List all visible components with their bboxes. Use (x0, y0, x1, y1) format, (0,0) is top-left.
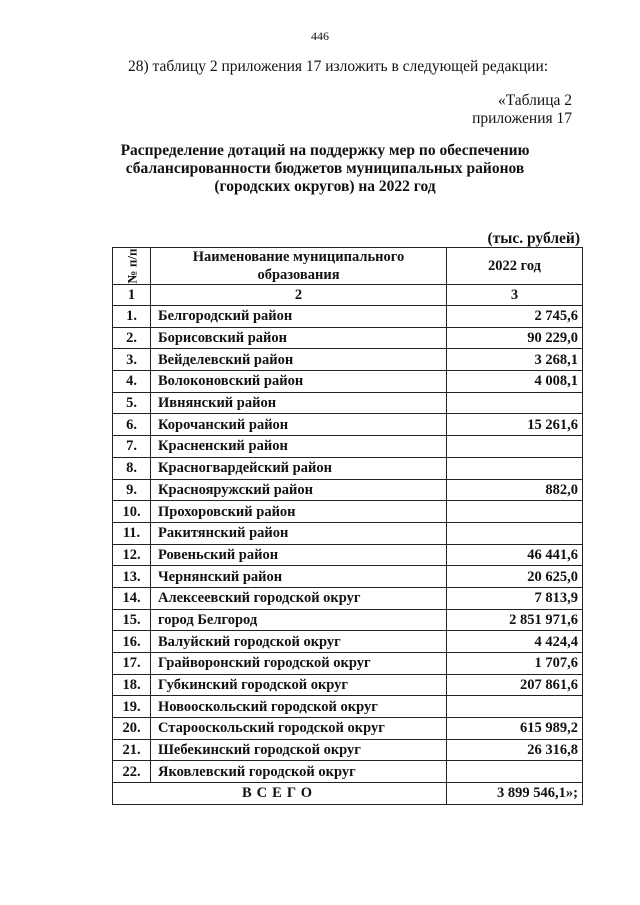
row-name: Прохоровский район (151, 501, 447, 523)
table-row (113, 718, 583, 740)
total-label: ВСЕГО (113, 783, 447, 805)
row-value: 207 861,6 (447, 674, 583, 696)
row-name: Красногвардейский район (151, 457, 447, 479)
row-number: 14. (113, 587, 151, 609)
row-name: Вейделевский район (151, 349, 447, 371)
table-row (113, 609, 583, 631)
row-value: 26 316,8 (447, 739, 583, 761)
row-name: Ровеньский район (151, 544, 447, 566)
row-name: Губкинский городской округ (151, 674, 447, 696)
row-name: Корочанский район (151, 414, 447, 436)
row-value: 20 625,0 (447, 566, 583, 588)
table-row (113, 566, 583, 588)
row-value (447, 457, 583, 479)
row-value (447, 696, 583, 718)
row-name: Красненский район (151, 436, 447, 458)
row-name: Алексеевский городской округ (151, 587, 447, 609)
total-row (113, 783, 583, 805)
row-number: 7. (113, 436, 151, 458)
table-body (113, 306, 583, 783)
row-number: 6. (113, 414, 151, 436)
row-name: Грайворонский городской округ (151, 653, 447, 675)
row-value: 4 424,4 (447, 631, 583, 653)
row-number: 15. (113, 609, 151, 631)
row-name: Новооскольский городской округ (151, 696, 447, 718)
table-row (113, 587, 583, 609)
row-value: 615 989,2 (447, 718, 583, 740)
table-row (113, 674, 583, 696)
table-row (113, 306, 583, 328)
table-row (113, 479, 583, 501)
table-row (113, 371, 583, 393)
header-number (113, 248, 151, 285)
appendix-line-2: приложения 17 (472, 110, 572, 127)
row-number: 11. (113, 522, 151, 544)
column-number-3: 3 (447, 285, 583, 306)
row-name: Ракитянский район (151, 522, 447, 544)
table-row (113, 501, 583, 523)
row-number: 20. (113, 718, 151, 740)
row-name: Валуйский городской округ (151, 631, 447, 653)
document-title (95, 142, 555, 196)
row-number: 10. (113, 501, 151, 523)
row-name: Краснояружский район (151, 479, 447, 501)
row-name: Борисовский район (151, 327, 447, 349)
row-number: 12. (113, 544, 151, 566)
row-value: 46 441,6 (447, 544, 583, 566)
row-number: 17. (113, 653, 151, 675)
row-value: 2 851 971,6 (447, 609, 583, 631)
header-name: Наименование муниципального образования (151, 248, 447, 285)
row-name: Чернянский район (151, 566, 447, 588)
row-number: 21. (113, 739, 151, 761)
row-number: 22. (113, 761, 151, 783)
table-row (113, 653, 583, 675)
table-row (113, 436, 583, 458)
row-value: 2 745,6 (447, 306, 583, 328)
header-year: 2022 год (447, 248, 583, 285)
row-number: 1. (113, 306, 151, 328)
title-line-2: сбалансированности бюджетов муниципальных районов (125, 160, 525, 177)
table-row (113, 457, 583, 479)
appendix-reference (472, 92, 572, 128)
table-row (113, 696, 583, 718)
row-value (447, 501, 583, 523)
title-line-1: Распределение дотаций на поддержку мер по обеспечению (120, 142, 530, 159)
row-value (447, 522, 583, 544)
row-value: 882,0 (447, 479, 583, 501)
row-name: Белгородский район (151, 306, 447, 328)
row-value (447, 392, 583, 414)
column-number-1: 1 (113, 285, 151, 306)
row-number: 13. (113, 566, 151, 588)
table-row (113, 414, 583, 436)
row-name: Ивнянский район (151, 392, 447, 414)
column-numbers-row (113, 285, 583, 306)
row-number: 5. (113, 392, 151, 414)
row-name: Волоконовский район (151, 371, 447, 393)
row-value: 15 261,6 (447, 414, 583, 436)
row-number: 9. (113, 479, 151, 501)
row-name: Старооскольский городской округ (151, 718, 447, 740)
row-number: 8. (113, 457, 151, 479)
appendix-line-1: «Таблица 2 (497, 92, 572, 109)
row-value: 7 813,9 (447, 587, 583, 609)
row-value (447, 761, 583, 783)
row-number: 19. (113, 696, 151, 718)
table-row (113, 349, 583, 371)
row-name: Шебекинский городской округ (151, 739, 447, 761)
table-row (113, 761, 583, 783)
row-value: 90 229,0 (447, 327, 583, 349)
intro-text: 28) таблицу 2 приложения 17 изложить в следующей редакции: (128, 58, 549, 75)
table-row (113, 522, 583, 544)
header-number-label: № п/п (124, 248, 139, 284)
row-number: 2. (113, 327, 151, 349)
row-value: 3 268,1 (447, 349, 583, 371)
table-row (113, 544, 583, 566)
row-value: 1 707,6 (447, 653, 583, 675)
table-row (113, 739, 583, 761)
column-number-2: 2 (151, 285, 447, 306)
header-row (113, 248, 583, 285)
title-line-3: (городских округов) на 2022 год (214, 178, 436, 195)
row-number: 4. (113, 371, 151, 393)
table-row (113, 392, 583, 414)
row-value: 4 008,1 (447, 371, 583, 393)
total-value: 3 899 546,1»; (447, 783, 583, 805)
table-row (113, 631, 583, 653)
table-row (113, 327, 583, 349)
row-value (447, 436, 583, 458)
page-number: 446 (311, 29, 329, 43)
row-number: 3. (113, 349, 151, 371)
row-number: 16. (113, 631, 151, 653)
subsidies-table (112, 247, 583, 805)
units-label: (тыс. рублей) (487, 230, 580, 247)
row-number: 18. (113, 674, 151, 696)
row-name: город Белгород (151, 609, 447, 631)
row-name: Яковлевский городской округ (151, 761, 447, 783)
